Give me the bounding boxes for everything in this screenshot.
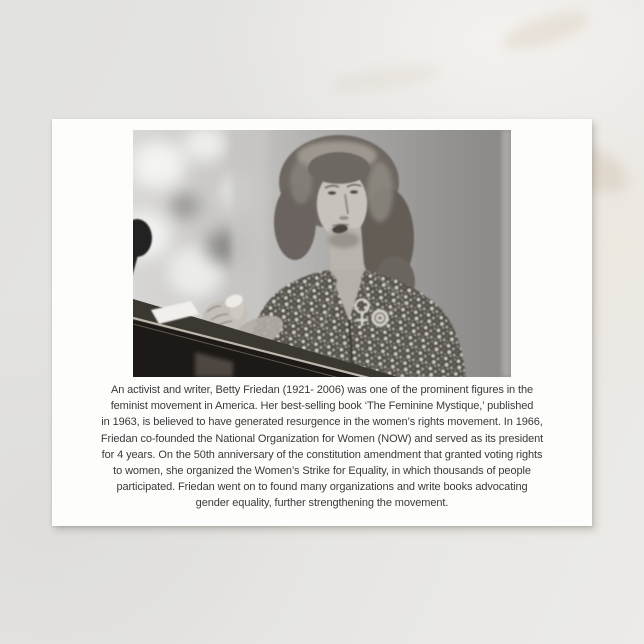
photo-illustration — [133, 130, 511, 377]
postcard — [52, 119, 592, 526]
caption-line: feminist movement in America. Her best-selling book ‘The Feminine Mystique,’ published — [110, 400, 534, 413]
caption-line: An activist and writer, Betty Friedan (1921- 2006) was one of the prominent figures in the — [110, 384, 534, 396]
betty-friedan-photo — [133, 130, 511, 377]
caption — [52, 382, 592, 512]
caption-line: to women, she organized the Women’s Strike for Equality, in which thousands of people — [113, 465, 531, 478]
marble-vein — [329, 62, 440, 95]
caption-line: gender equality, further strengthening the movement. — [195, 497, 449, 510]
caption-line: participated. Friedan went on to found many organizations and write books advocating — [116, 481, 528, 494]
caption-line: Friedan co-founded the National Organization for Women (NOW) and served as its president — [100, 432, 544, 445]
marble-vein — [498, 5, 592, 58]
caption-line: in 1963, is believed to have generated resurgence in the women’s rights movement. In 1966, — [101, 416, 543, 429]
caption-line: for 4 years. On the 50th anniversary of the constitution amendment that granted voting rights — [101, 448, 543, 461]
